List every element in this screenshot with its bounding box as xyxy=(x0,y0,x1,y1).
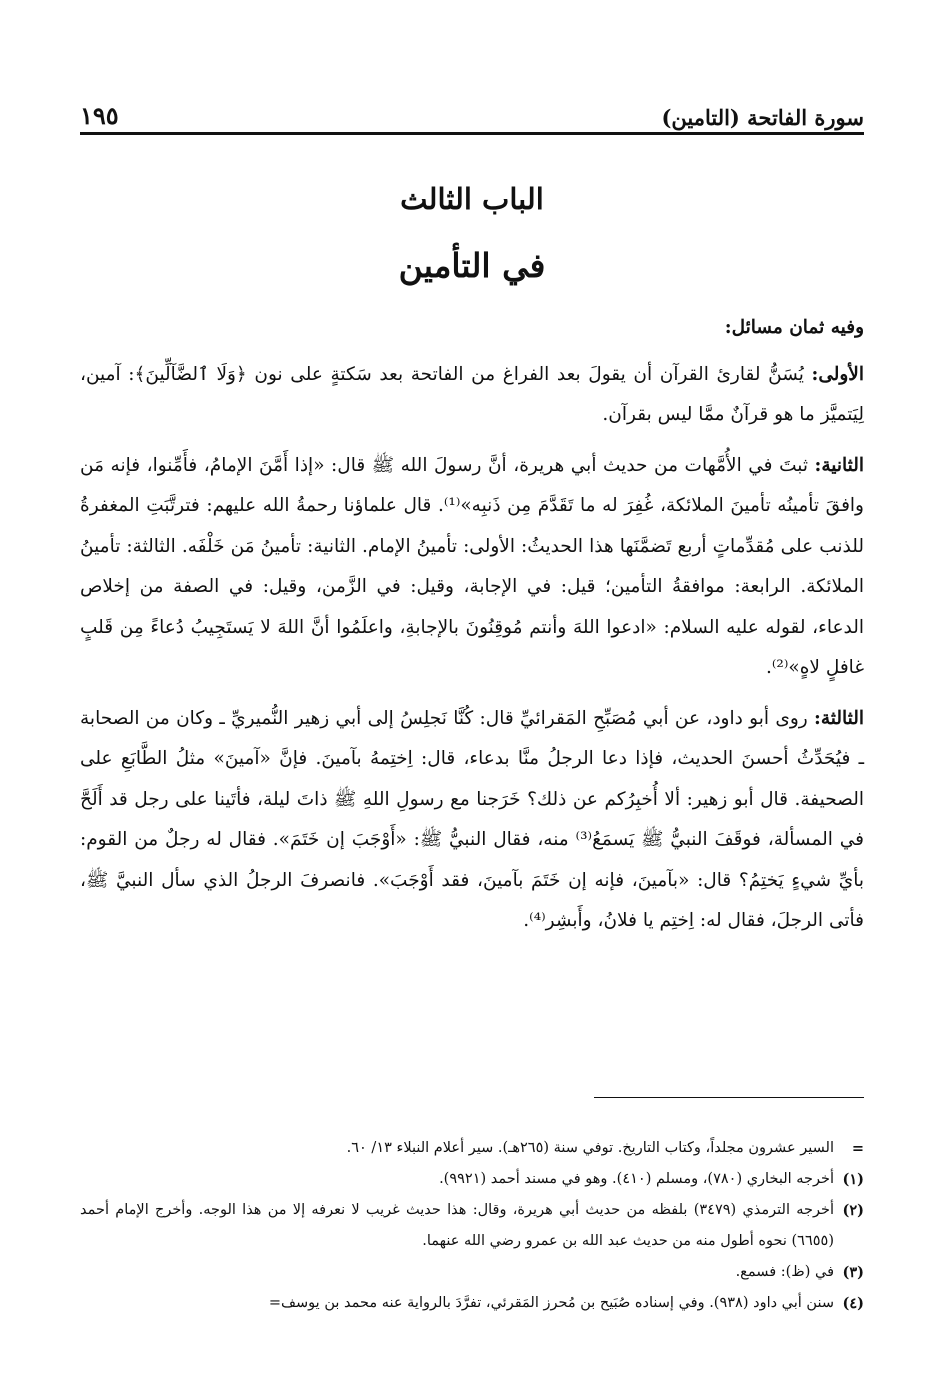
section-label: الثالثة: xyxy=(814,707,864,729)
footnote-mark: (١) xyxy=(842,1171,864,1188)
footnote-mark: (٢) xyxy=(842,1202,864,1219)
running-title: سورة الفاتحة (التامين) xyxy=(661,105,864,130)
main-text xyxy=(80,308,864,952)
running-header xyxy=(80,94,864,130)
footnote xyxy=(80,1288,864,1319)
section-text: روى أبو داود، عن أبي مُصَبِّحِ المَقرائيِّ قال: كُنَّا نَجلِسُ إلى أبي زهير النُّميريِّ ـ وكان من الصحابة ـ فيُحَدِّثُ أحسنَ الحديث، فإذا دعا الرجلُ منَّا بدعاء، قال: اِختِمهُ بآمينَ. فإنَّ «آمينَ» مثلُ الطَّابَعِ على الصحيفة. قال أبو زهير: ألا أُخبِرُكم عن ذلك؟ خَرَجنا مع رسولِ اللهِ ﷺ ذاتَ ليلة، فأتَينا على رجل قد أَلَحَّ في المسألة، فوقَفَ النبيُّ ﷺ يَسمَعُ⁽³⁾ منه، فقال النبيُّ ﷺ: «أَوْجَبَ إن خَتَمَ». فقال له رجلٌ من القوم: بأيِّ شيءٍ يَختِمُ؟ قال: «بآمينَ، فإنه إن خَتَمَ بآمينَ، فقد أَوْجَبَ». فانصرفَ الرجلُ الذي سأل النبيَّ ﷺ، فأتى الرجلَ، فقال له: اِختِم يا فلانُ، وأَبشِر⁽⁴⁾. xyxy=(80,707,864,931)
footnote xyxy=(80,1195,864,1257)
footnote-text: السير عشرون مجلداً، وكتاب التاريخ. توفي سنة (٢٦٥هـ). سير أعلام النبلاء ١٣/ ٦٠. xyxy=(346,1140,834,1156)
footnote xyxy=(80,1133,864,1164)
section-text: ثبتَ في الأُمَّهات من حديث أبي هريرة، أنَّ رسولَ الله ﷺ قال: «إذا أَمَّنَ الإمامُ، فأَمِّنوا، فإنه مَن وافقَ تأمينُه تأمينَ الملائكة، غُفِرَ له ما تَقَدَّمَ مِن ذَنبِه»⁽¹⁾. قال علماؤنا رحمةُ الله عليهم: فترتَّبَتِ المغفرةُ للذنب على مُقدِّماتٍ أربع تَضمَّنَها هذا الحديثُ: الأولى: تأمينُ الإمام. الثانية: تأمينُ مَن خَلْفَه. الثالثة: تأمينُ الملائكة. الرابعة: موافقةُ التأمين؛ قيل: في الإجابة، وقيل: في الزَّمن، وقيل: في الصفة من إخلاص الدعاء، لقوله عليه السلام: «ادعوا اللهَ وأنتم مُوقِنُونَ بالإجابةِ، واعلَمُوا أنَّ اللهَ لا يَستَجِيبُ دُعاءً مِن قَلبٍ غافلٍ لاهٍ»⁽²⁾. xyxy=(80,454,864,678)
footnote xyxy=(80,1257,864,1288)
chapter-title: الباب الثالث xyxy=(400,182,544,216)
section-first xyxy=(80,355,864,436)
footnotes xyxy=(80,1133,864,1319)
footnote xyxy=(80,1164,864,1195)
footnote-mark: (٣) xyxy=(842,1264,864,1281)
intro-line: وفيه ثمان مسائل: xyxy=(724,317,864,338)
footnote-mark: (٤) xyxy=(842,1295,864,1312)
section-second xyxy=(80,446,864,689)
footnote-divider xyxy=(594,1097,864,1098)
section-label: الثانية: xyxy=(814,454,864,476)
section-text: يُسَنُّ لقارئ القرآن أن يقولَ بعد الفراغ من الفاتحة بعد سَكتةٍ على نون ﴿وَلَا ٱلضَّآلِّينَ﴾: آمين، لِيَتميَّز ما هو قرآنٌ ممَّا ليس بقرآن. xyxy=(80,363,864,425)
footnote-text: أخرجه البخاري (٧٨٠)، ومسلم (٤١٠). وهو في مسند أحمد (٩٩٢١). xyxy=(439,1171,834,1187)
header-divider xyxy=(80,132,864,135)
footnote-mark: = xyxy=(851,1140,864,1157)
footnote-text: في (ظ): فسمع. xyxy=(735,1264,834,1280)
footnote-text: سنن أبي داود (٩٣٨). وفي إسناده صُبَيح بن مُحرز المَقرئي، تفرَّدَ بالرواية عنه محمد بن يوسف= xyxy=(268,1295,834,1311)
section-label: الأولى: xyxy=(811,363,864,385)
page-number: ١٩٥ xyxy=(80,101,119,130)
footnote-text: أخرجه الترمذي (٣٤٧٩) بلفظه من حديث أبي هريرة، وقال: هذا حديث غريب لا نعرفه إلا من هذا الوجه. وأخرج الإمام أحمد (٦٦٥٥) نحوه أطول منه من حديث عبد الله بن عمرو رضي الله عنهما. xyxy=(80,1202,835,1249)
section-third xyxy=(80,699,864,942)
chapter-subtitle: في التأمين xyxy=(398,246,546,285)
